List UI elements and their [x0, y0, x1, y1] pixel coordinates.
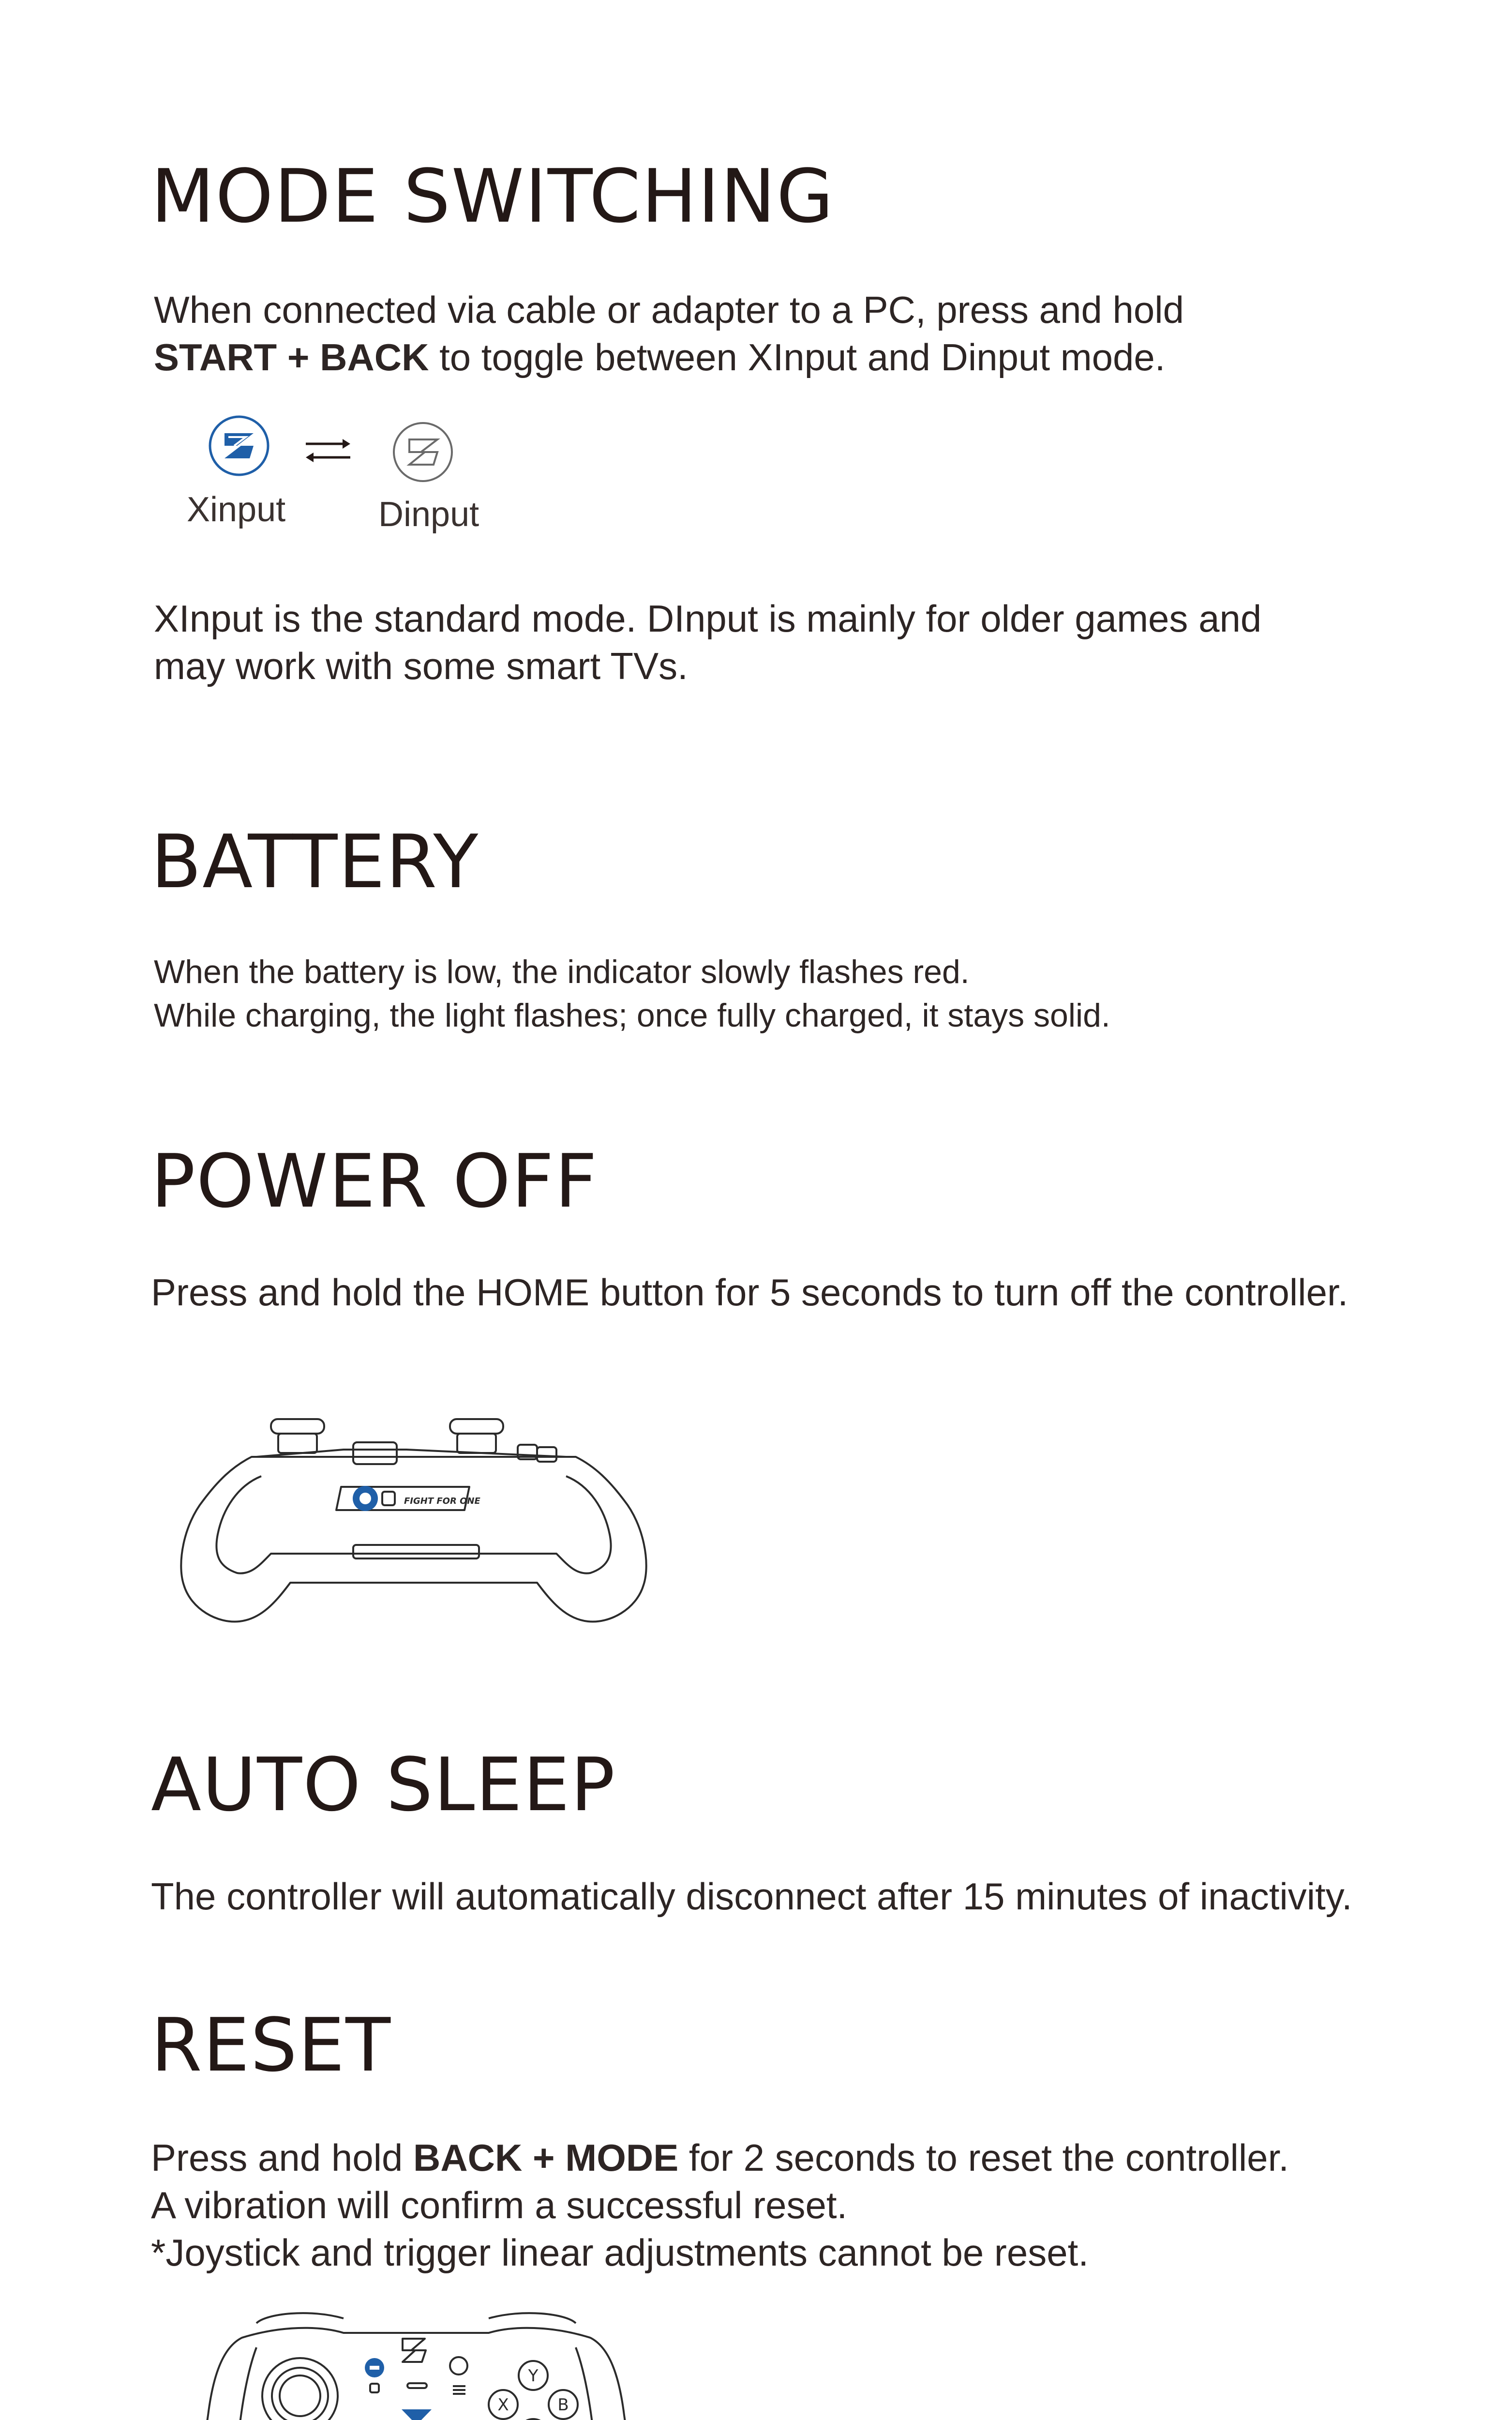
mode-note-line-1: XInput is the standard mode. DInput is mainly for older games and — [154, 597, 1262, 640]
toggle-arrows-icon — [304, 433, 352, 467]
reset-line-2: A vibration will confirm a successful reset. — [151, 2184, 848, 2226]
mode-switching-line-1: When connected via cable or adapter to a PC, press and hold — [154, 288, 1184, 331]
face-button-b: B — [557, 2395, 569, 2415]
reset-line-1 — [151, 2133, 1289, 2182]
power-off-text: Press and hold the HOME button for 5 seconds to turn off the controller. — [151, 1271, 1348, 1314]
xinput-label: Xinput — [187, 490, 286, 529]
controller-top-view-illustration — [179, 1418, 653, 1631]
start-back-keys: START + BACK — [154, 336, 429, 378]
battery-line-2: While charging, the light flashes; once fully charged, it stays solid. — [154, 997, 1110, 1034]
dinput-label: Dinput — [378, 495, 479, 534]
reset-line-3: *Joystick and trigger linear adjustments cannot be reset. — [151, 2231, 1089, 2274]
mode-switching-heading: MODE SWITCHING — [151, 153, 835, 239]
back-mode-keys: BACK + MODE — [413, 2136, 679, 2179]
reset-line-1-post: for 2 seconds to reset the controller. — [678, 2136, 1289, 2179]
face-button-y: Y — [528, 2366, 539, 2386]
auto-sleep-text: The controller will automatically disconnect after 15 minutes of inactivity. — [151, 1875, 1352, 1918]
mode-switching-line-2 — [154, 333, 1165, 381]
reset-heading: RESET — [151, 2002, 392, 2088]
face-button-x: X — [497, 2395, 509, 2415]
mode-switching-line-2-rest: to toggle between XInput and Dinput mode. — [429, 336, 1166, 378]
xinput-logo-icon — [207, 414, 271, 478]
controller-front-view-illustration — [184, 2309, 648, 2420]
controller-top-label: FIGHT FOR ONE — [404, 1496, 480, 1506]
battery-heading: BATTERY — [151, 819, 479, 905]
auto-sleep-heading: AUTO SLEEP — [151, 1742, 616, 1828]
dinput-logo-icon — [391, 420, 455, 484]
battery-line-1: When the battery is low, the indicator slowly flashes red. — [154, 953, 970, 990]
reset-line-1-pre: Press and hold — [151, 2136, 414, 2179]
power-off-heading: POWER OFF — [151, 1138, 599, 1224]
mode-note-line-2: may work with some smart TVs. — [154, 645, 688, 687]
